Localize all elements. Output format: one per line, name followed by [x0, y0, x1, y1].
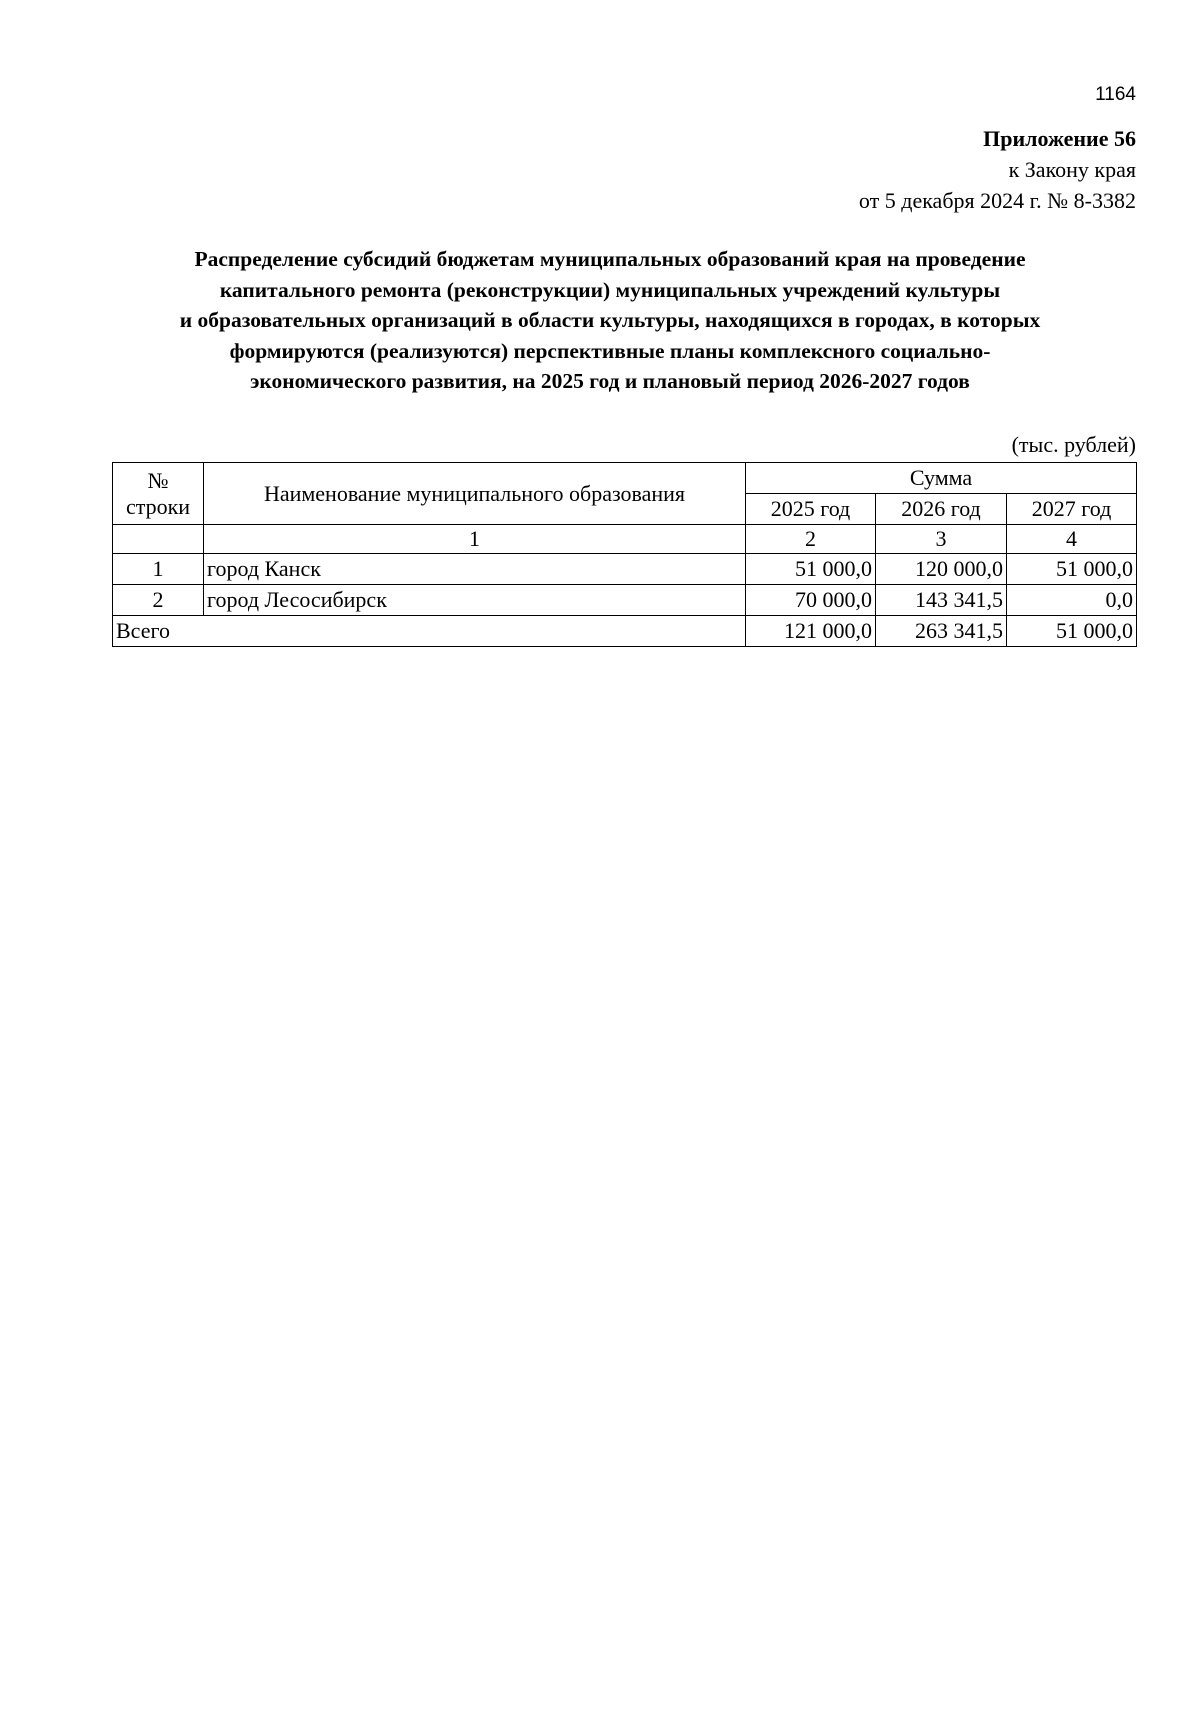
appendix-law-date: от 5 декабря 2024 г. № 8-3382: [858, 188, 1136, 213]
total-2027: 51 000,0: [1007, 616, 1137, 647]
header-year-2026: 2026 год: [876, 494, 1007, 525]
document-heading: [90, 244, 1130, 397]
header-row-number-line1: №: [147, 467, 169, 493]
table-header-row: [113, 463, 1137, 494]
column-number: 3: [876, 525, 1007, 554]
heading-line: экономического развития, на 2025 год и плановый период 2026-2027 годов: [250, 369, 970, 393]
appendix-law-ref: к Закону края: [1008, 157, 1136, 182]
appendix-title: Приложение 56: [983, 126, 1136, 151]
column-numbers-row: [113, 525, 1137, 554]
total-2025: 121 000,0: [746, 616, 876, 647]
municipality-name: город Канск: [204, 554, 746, 585]
municipality-name: город Лесосибирск: [204, 585, 746, 616]
subsidy-table: [112, 462, 1137, 647]
column-number: 4: [1007, 525, 1137, 554]
header-year-2025: 2025 год: [746, 494, 876, 525]
amount-2025: 70 000,0: [746, 585, 876, 616]
total-2026: 263 341,5: [876, 616, 1007, 647]
heading-line: формируются (реализуются) перспективные планы комплексного социально-: [229, 338, 991, 363]
column-number: 2: [746, 525, 876, 554]
header-row-number: [113, 463, 204, 525]
column-number: 1: [204, 525, 746, 554]
heading-line: Распределение субсидий бюджетам муниципальных образований края на проведение: [194, 247, 1026, 271]
row-number: 2: [113, 585, 204, 616]
header-sum: Сумма: [746, 463, 1137, 494]
column-number-blank: [113, 525, 204, 554]
page-number: 1164: [1095, 84, 1136, 105]
row-number: 1: [113, 554, 204, 585]
amount-2027: 0,0: [1007, 585, 1137, 616]
heading-line: и образовательных организаций в области культуры, находящихся в городах, в которых: [179, 308, 1041, 332]
units-label: (тыс. рублей): [1011, 432, 1136, 457]
amount-2026: 143 341,5: [876, 585, 1007, 616]
heading-line: капитального ремонта (реконструкции) муниципальных учреждений культуры: [219, 277, 1001, 302]
header-year-2027: 2027 год: [1007, 494, 1137, 525]
amount-2025: 51 000,0: [746, 554, 876, 585]
total-label: Всего: [113, 616, 746, 647]
table-row: [113, 554, 1137, 585]
amount-2026: 120 000,0: [876, 554, 1007, 585]
header-municipality-name: Наименование муниципального образования: [204, 463, 746, 525]
total-row: [113, 616, 1137, 647]
header-row-number-line2: строки: [125, 493, 191, 519]
amount-2027: 51 000,0: [1007, 554, 1137, 585]
appendix-block: [536, 123, 1136, 216]
table-row: [113, 585, 1137, 616]
